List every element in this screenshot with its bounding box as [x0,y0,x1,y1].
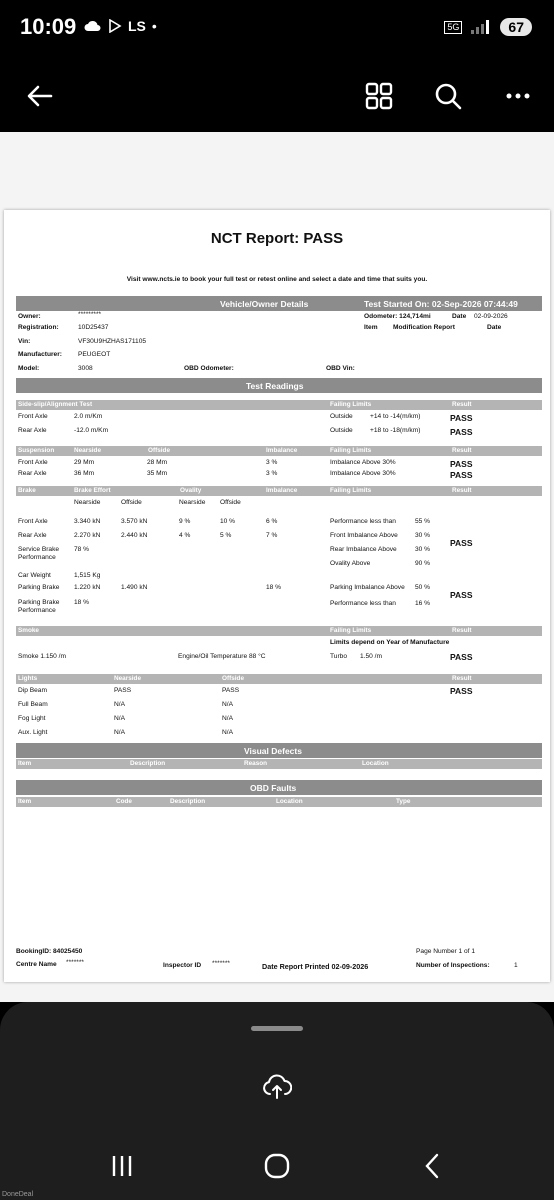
suspension-col-0: Suspension [18,447,55,454]
owner-value: ********* [78,311,102,318]
brake-row-limit: Front Imbalance Above [330,532,398,539]
brake-row-near: 1,515 Kg [74,572,101,579]
lights-row-near: N/A [114,729,125,736]
brake-subcol: Offside [220,499,241,506]
brake-col-2: Ovality [180,487,202,494]
smoke-limits-note: Limits depend on Year of Manufacture [330,639,450,646]
sideslip-row-limit: +14 to -14(m/km) [370,413,421,420]
suspension-col-2: Offside [148,447,171,454]
lights-col-0: Lights [18,675,38,682]
sideslip-row-name: Front Axle [18,413,48,420]
brake-row-limit: Performance less than [330,518,396,525]
obd-faults-col: Location [276,798,303,805]
brake-header [16,486,542,496]
centre-label: Centre Name [16,961,57,968]
report-title: NCT Report: PASS [210,230,344,247]
signal-icon [470,19,492,35]
suspension-row-limit: Imbalance Above 30% [330,470,396,477]
suspension-row-imb: 3 % [266,459,278,466]
test-started: Test Started On: 02-Sep-2026 07:44:49 [364,299,518,309]
registration-label: Registration: [18,324,59,331]
brake-result-2: PASS [450,590,473,600]
recent-apps-icon[interactable] [102,1146,142,1186]
smoke-col-1: Failing Limits [330,627,372,634]
status-bar [0,0,554,60]
lights-row-off: PASS [222,687,240,694]
visual-defects-col: Description [130,760,166,767]
suspension-row-result: PASS [450,470,473,480]
suspension-col-1: Nearside [74,447,101,454]
owner-label: Owner: [18,313,41,320]
vehicle-header [16,296,542,311]
brake-row-limit: Ovality Above [330,560,371,567]
brake-row-near: 78 % [74,546,90,553]
brake-col-4: Failing Limits [330,487,372,494]
document-viewer[interactable] [0,132,554,1002]
suspension-row-near: 36 Mm [74,470,95,477]
brake-row-ov-near: 4 % [179,532,191,539]
vehicle-header-title: Vehicle/Owner Details [220,299,309,309]
sideslip-col-0: Side-slip/Alignment Test [18,401,93,408]
vin-value: VF30U9HZHAS171105 [78,338,147,345]
engine-temp: Engine/Oil Temperature 88 °C [178,653,266,660]
brake-row-ov-near: 9 % [179,518,191,525]
sideslip-row-value: -12.0 m/Km [74,427,109,434]
visual-defects-col: Reason [244,760,268,767]
back-arrow-icon[interactable] [20,76,60,116]
sideslip-col-1: Failing Limits [330,401,372,408]
back-icon[interactable] [412,1146,452,1186]
brake-row-limit-val: 30 % [415,532,431,539]
date-label: Date [452,313,467,320]
suspension-row-near: 29 Mm [74,459,95,466]
lights-row-name: Full Beam [18,701,48,708]
brake-row-name: Service Brake Performance [18,546,60,561]
sideslip-row-value: 2.0 m/Km [74,413,103,420]
visit-text: Visit www.ncts.ie to book your full test or retest online and select a date and time that suits you. [126,276,428,283]
smoke-col-2: Result [452,627,472,634]
lights-row-off: N/A [222,715,233,722]
sideslip-header [16,400,542,410]
sideslip-row-limit-label: Outside [330,427,353,434]
upload-cloud-icon[interactable] [260,1070,294,1104]
inspector-label: Inspector ID [163,962,202,969]
brake-row-limit-val: 55 % [415,518,431,525]
brake-row-off: 1.490 kN [121,584,148,591]
brake-row-imb: 18 % [266,584,282,591]
brake-row-ov-off: 10 % [220,518,236,525]
obd-faults-col: Code [116,798,132,805]
brake-result-1: PASS [450,538,473,548]
inspections-value: 1 [514,962,518,969]
page-number: Page Number 1 of 1 [416,948,476,955]
inspector-value: ******* [212,960,230,967]
drag-handle[interactable] [251,1026,303,1031]
suspension-row-result: PASS [450,459,473,469]
brake-row-off: 2.440 kN [121,532,148,539]
brake-row-limit: Performance less than [330,600,396,607]
date-printed: Date Report Printed 02-09-2026 [262,962,369,971]
lights-col-1: Nearside [114,675,141,682]
suspension-col-3: Imbalance [266,447,298,454]
suspension-row-name: Rear Axle [18,470,47,477]
brake-col-1: Brake Effort [74,487,111,494]
sideslip-row-name: Rear Axle [18,427,47,434]
brake-row-near: 3.340 kN [74,518,101,525]
centre-value: ******* [66,959,84,966]
brake-subcol: Nearside [179,499,206,506]
modification-label: Modification Report [393,324,455,331]
lights-row-off: N/A [222,701,233,708]
cloud-icon [84,19,102,33]
visual-defects-col: Item [18,760,32,767]
obd-faults-cols [16,797,542,807]
suspension-col-5: Result [452,447,472,454]
more-icon[interactable] [498,76,538,116]
brake-row-imb: 6 % [266,518,278,525]
obd-odometer-label: OBD Odometer: [184,365,234,372]
lights-row-near: N/A [114,715,125,722]
visual-defects-cols [16,759,542,769]
lights-col-2: Offside [222,675,245,682]
brake-row-name: Front Axle [18,518,48,525]
model-value: 3008 [78,365,93,372]
visual-defects-title: Visual Defects [244,746,302,756]
obd-faults-col: Type [396,798,411,805]
brake-row-limit-val: 50 % [415,584,431,591]
smoke-col-0: Smoke [18,627,39,634]
play-store-icon [108,19,122,33]
manufacturer-value: PEUGEOT [78,351,111,358]
brake-row-limit-val: 16 % [415,600,431,607]
smoke-value: Smoke 1.150 /m [18,653,67,660]
booking-id: BookingID: 84025450 [16,948,83,955]
suspension-row-off: 28 Mm [147,459,168,466]
lights-row-near: N/A [114,701,125,708]
lights-row-name: Aux. Light [18,729,48,736]
sideslip-row-limit-label: Outside [330,413,353,420]
lights-header [16,674,542,684]
brake-row-imb: 7 % [266,532,278,539]
brake-row-near: 1.220 kN [74,584,101,591]
model-label: Model: [18,365,40,372]
ls-indicator: LS [128,18,146,34]
system-nav-bar [0,1130,554,1200]
sideslip-col-2: Result [452,401,472,408]
odometer: Odometer: 124,714mi [364,313,431,320]
date-value: 02-09-2026 [474,313,508,320]
brake-row-name: Parking Brake [18,584,60,591]
smoke-result: PASS [450,652,473,662]
test-readings-header [16,378,542,393]
network-badge: 5G [444,21,462,34]
obd-faults-header [16,780,542,795]
item-label: Item [364,324,378,331]
suspension-col-4: Failing Limits [330,447,372,454]
battery-indicator: 67 [500,18,532,36]
search-icon[interactable] [428,76,468,116]
brake-row-name: Parking Brake Performance [18,599,60,614]
suspension-header [16,446,542,456]
lights-result: PASS [450,686,473,696]
brake-row-limit-val: 30 % [415,546,431,553]
brake-row-limit: Parking Imbalance Above [330,584,405,591]
brake-row-limit: Rear Imbalance Above [330,546,397,553]
vin-label: Vin: [18,338,31,345]
brake-row-near: 2.270 kN [74,532,101,539]
watermark: DoneDeal [2,1191,34,1198]
brake-row-off: 3.570 kN [121,518,148,525]
brake-col-5: Result [452,487,472,494]
lights-col-3: Result [452,675,472,682]
suspension-row-limit: Imbalance Above 30% [330,459,396,466]
obd-faults-col: Description [170,798,206,805]
grid-icon[interactable] [359,76,399,116]
lights-row-off: N/A [222,729,233,736]
suspension-row-off: 35 Mm [147,470,168,477]
inspections-label: Number of Inspections: [416,962,490,969]
bottom-sheet [0,1002,554,1200]
smoke-header [16,626,542,636]
turbo-label: Turbo [330,653,347,660]
brake-row-name: Rear Axle [18,532,47,539]
app-bar [0,60,554,132]
suspension-row-imb: 3 % [266,470,278,477]
sideslip-row-result: PASS [450,427,473,437]
lights-row-near: PASS [114,687,132,694]
status-time: 10:09 [20,14,77,39]
brake-subcol: Nearside [74,499,101,506]
dot-icon: • [151,18,157,34]
obd-faults-col: Item [18,798,32,805]
pdf-page [4,210,550,982]
brake-row-ov-off: 5 % [220,532,232,539]
obd-faults-title: OBD Faults [250,783,297,793]
brake-row-near: 18 % [74,599,90,606]
lights-row-name: Dip Beam [18,687,47,694]
visual-defects-header [16,743,542,758]
lights-row-name: Fog Light [18,715,46,722]
date2-label: Date [487,324,502,331]
test-readings-title: Test Readings [246,381,304,391]
sideslip-row-result: PASS [450,413,473,423]
brake-row-name: Car Weight [18,572,51,579]
brake-col-3: Imbalance [266,487,298,494]
brake-col-0: Brake [18,487,36,494]
home-icon[interactable] [257,1146,297,1186]
manufacturer-label: Manufacturer: [18,351,62,358]
turbo-value: 1.50 /m [360,653,382,660]
sideslip-row-limit: +18 to -18(m/km) [370,427,421,434]
brake-subcol: Offside [121,499,142,506]
obd-vin-label: OBD Vin: [326,365,355,372]
suspension-row-name: Front Axle [18,459,48,466]
visual-defects-col: Location [362,760,389,767]
brake-row-limit-val: 90 % [415,560,431,567]
registration-value: 10D25437 [78,324,109,331]
